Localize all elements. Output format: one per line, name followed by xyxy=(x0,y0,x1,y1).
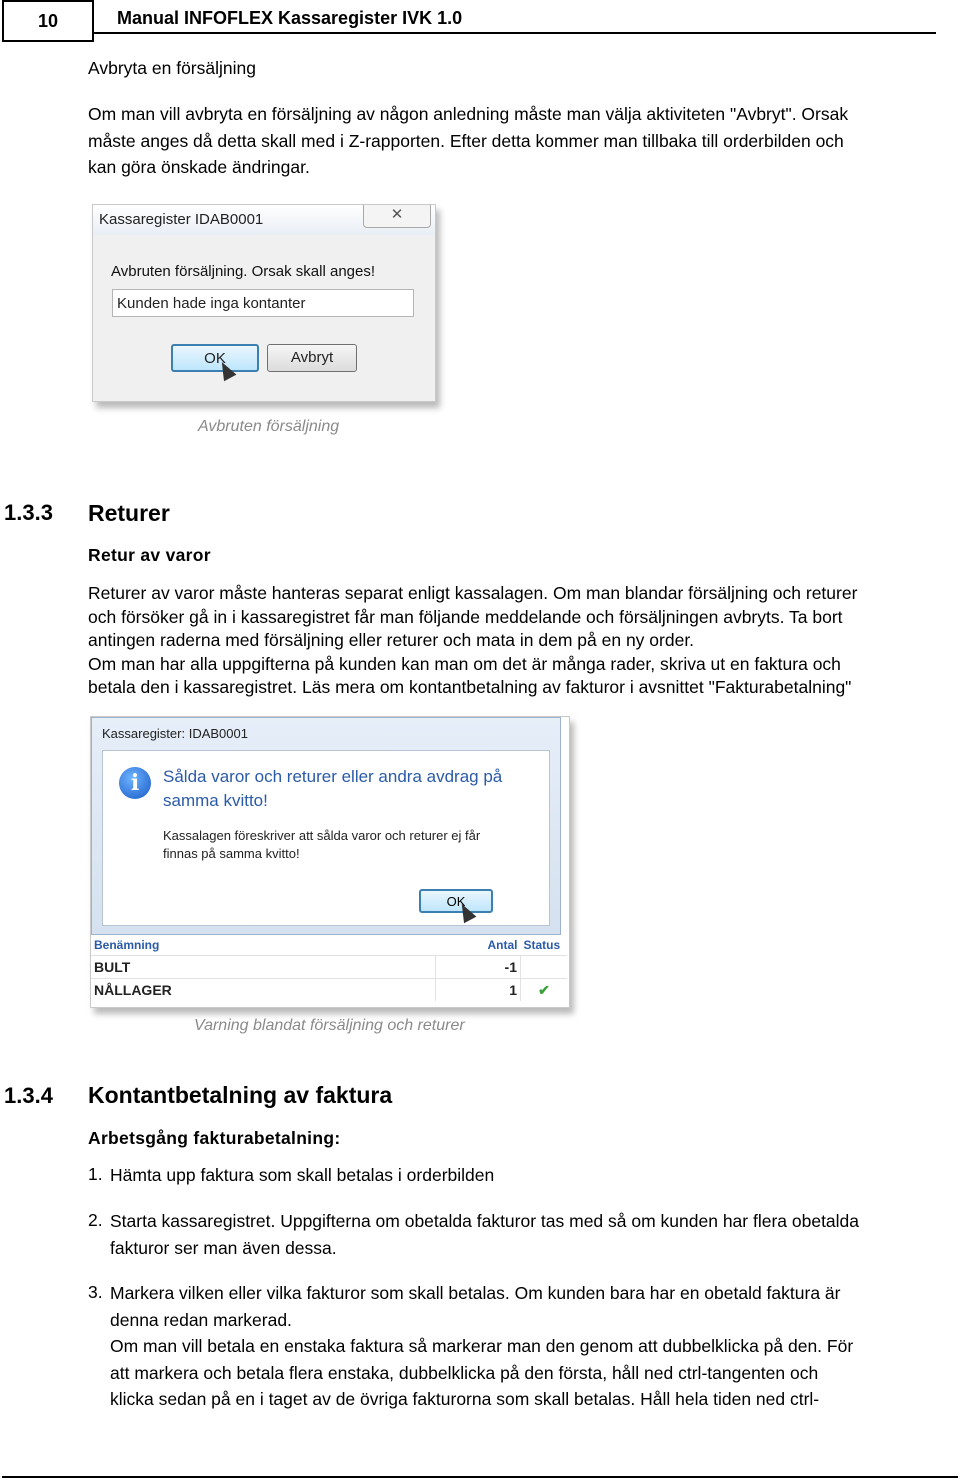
item-qty: 1 xyxy=(436,979,521,1002)
mixed-returns-warning-screenshot xyxy=(90,716,570,1008)
paragraph-avbryta xyxy=(88,101,938,181)
figure-caption: Avbruten försäljning xyxy=(198,418,340,435)
table-row[interactable] xyxy=(91,956,567,979)
cancel-button[interactable]: Avbryt xyxy=(267,344,357,372)
close-icon[interactable]: ✕ xyxy=(363,205,431,228)
item-name: NÅLLAGER xyxy=(91,979,436,1002)
dialog-title: Kassaregister IDAB0001 xyxy=(99,211,264,228)
footer-rule xyxy=(2,1476,958,1478)
list-number: 1. xyxy=(88,1164,103,1184)
list-item xyxy=(110,1162,940,1189)
list-number: 3. xyxy=(88,1282,103,1302)
page-number: 10 xyxy=(2,0,94,42)
list-item-line: Om man vill betala en enstaka faktura så markerar man den genom att dubbelklicka på den. För xyxy=(110,1336,854,1356)
list-item-line: denna redan markerad. xyxy=(110,1309,292,1330)
paragraph-returer xyxy=(88,582,938,700)
column-header: Benämning xyxy=(94,938,160,952)
subsection-heading-avbryta: Avbryta en försäljning xyxy=(88,58,256,78)
reason-input[interactable]: Kunden hade inga kontanter xyxy=(112,289,414,317)
section-number: 1.3.4 xyxy=(4,1083,53,1108)
table-row[interactable] xyxy=(91,979,567,1002)
list-item-line: Hämta upp faktura som skall betalas i orderbilden xyxy=(110,1165,495,1185)
dialog-titlebar xyxy=(93,205,435,235)
subsection-heading: Retur av varor xyxy=(88,545,211,565)
subsection-heading: Arbetsgång fakturabetalning: xyxy=(88,1128,341,1148)
section-title: Returer xyxy=(88,500,170,526)
document-title: Manual INFOFLEX Kassaregister IVK 1.0 xyxy=(117,8,463,28)
list-item xyxy=(110,1208,940,1261)
table-header-row xyxy=(91,935,567,956)
list-item-line: att markera och betala flera enstaka, dubbelklicka på den första, håll ned ctrl-tangenten och xyxy=(110,1362,819,1383)
checkmark-icon: ✔ xyxy=(521,979,568,1002)
para-line: Om man vill avbryta en försäljning av någon anledning måste man välja aktiviteten "Avbryt". Orsak xyxy=(88,104,849,124)
para-line: kan göra önskade ändringar. xyxy=(88,157,310,177)
dialog-headline: Sålda varor och returer eller andra avdrag på samma kvitto! xyxy=(163,767,503,810)
column-header: Status xyxy=(523,938,561,952)
para-line: och försöker gå in i kassaregistret får man följande meddelande och försäljningen avbryts. Ta bort xyxy=(88,606,843,627)
header-rule xyxy=(94,32,936,34)
item-name: BULT xyxy=(91,956,436,979)
para-line: Returer av varor måste hanteras separat enligt kassalagen. Om man blandar försäljning och returer xyxy=(88,583,858,603)
list-item-line: fakturor ser man även dessa. xyxy=(110,1237,337,1258)
list-item xyxy=(110,1280,940,1413)
ok-button[interactable]: OK xyxy=(419,889,493,913)
ok-button[interactable]: OK xyxy=(171,344,259,372)
warning-dialog xyxy=(91,717,561,935)
column-header: Antal xyxy=(487,938,518,952)
dialog-message: Kassalagen föreskriver att sålda varor och returer ej får finnas på samma kvitto! xyxy=(163,828,481,861)
item-status xyxy=(521,956,568,979)
section-number: 1.3.3 xyxy=(4,500,53,525)
para-line: Om man har alla uppgifterna på kunden kan man om det är många rader, skriva ut en faktura och xyxy=(88,653,841,674)
figure-caption: Varning blandat försäljning och returer xyxy=(194,1017,465,1034)
order-lines-table xyxy=(91,935,567,1001)
dialog-title: Kassaregister: IDAB0001 xyxy=(102,726,248,741)
list-item-line: klicka sedan på en i taget av de övriga fakturorna som skall betalas. Håll hela tiden ned ctrl- xyxy=(110,1389,820,1409)
list-item-line: Markera vilken eller vilka fakturor som skall betalas. Om kunden bara har en obetald faktura är xyxy=(110,1283,841,1303)
item-qty: -1 xyxy=(436,956,521,979)
section-title: Kontantbetalning av faktura xyxy=(88,1082,393,1108)
para-line: måste anges då detta skall med i Z-rapporten. Efter detta kommer man tillbaka till orderbilden och xyxy=(88,130,844,151)
info-icon: i xyxy=(119,767,151,799)
dialog-body xyxy=(102,750,550,926)
list-number: 2. xyxy=(88,1210,103,1230)
list-item-line: Starta kassaregistret. Uppgifterna om obetalda fakturor tas med så om kunden har flera obetalda xyxy=(110,1211,860,1231)
para-line: betala den i kassaregistret. Läs mera om kontantbetalning av fakturor i avsnittet "Fakturabetalning" xyxy=(88,677,852,697)
dialog-message: Avbruten försäljning. Orsak skall anges! xyxy=(111,263,376,280)
para-line: antingen raderna med försäljning eller returer och mata in dem på en ny order. xyxy=(88,630,695,650)
cancel-sale-dialog-screenshot xyxy=(92,204,436,402)
